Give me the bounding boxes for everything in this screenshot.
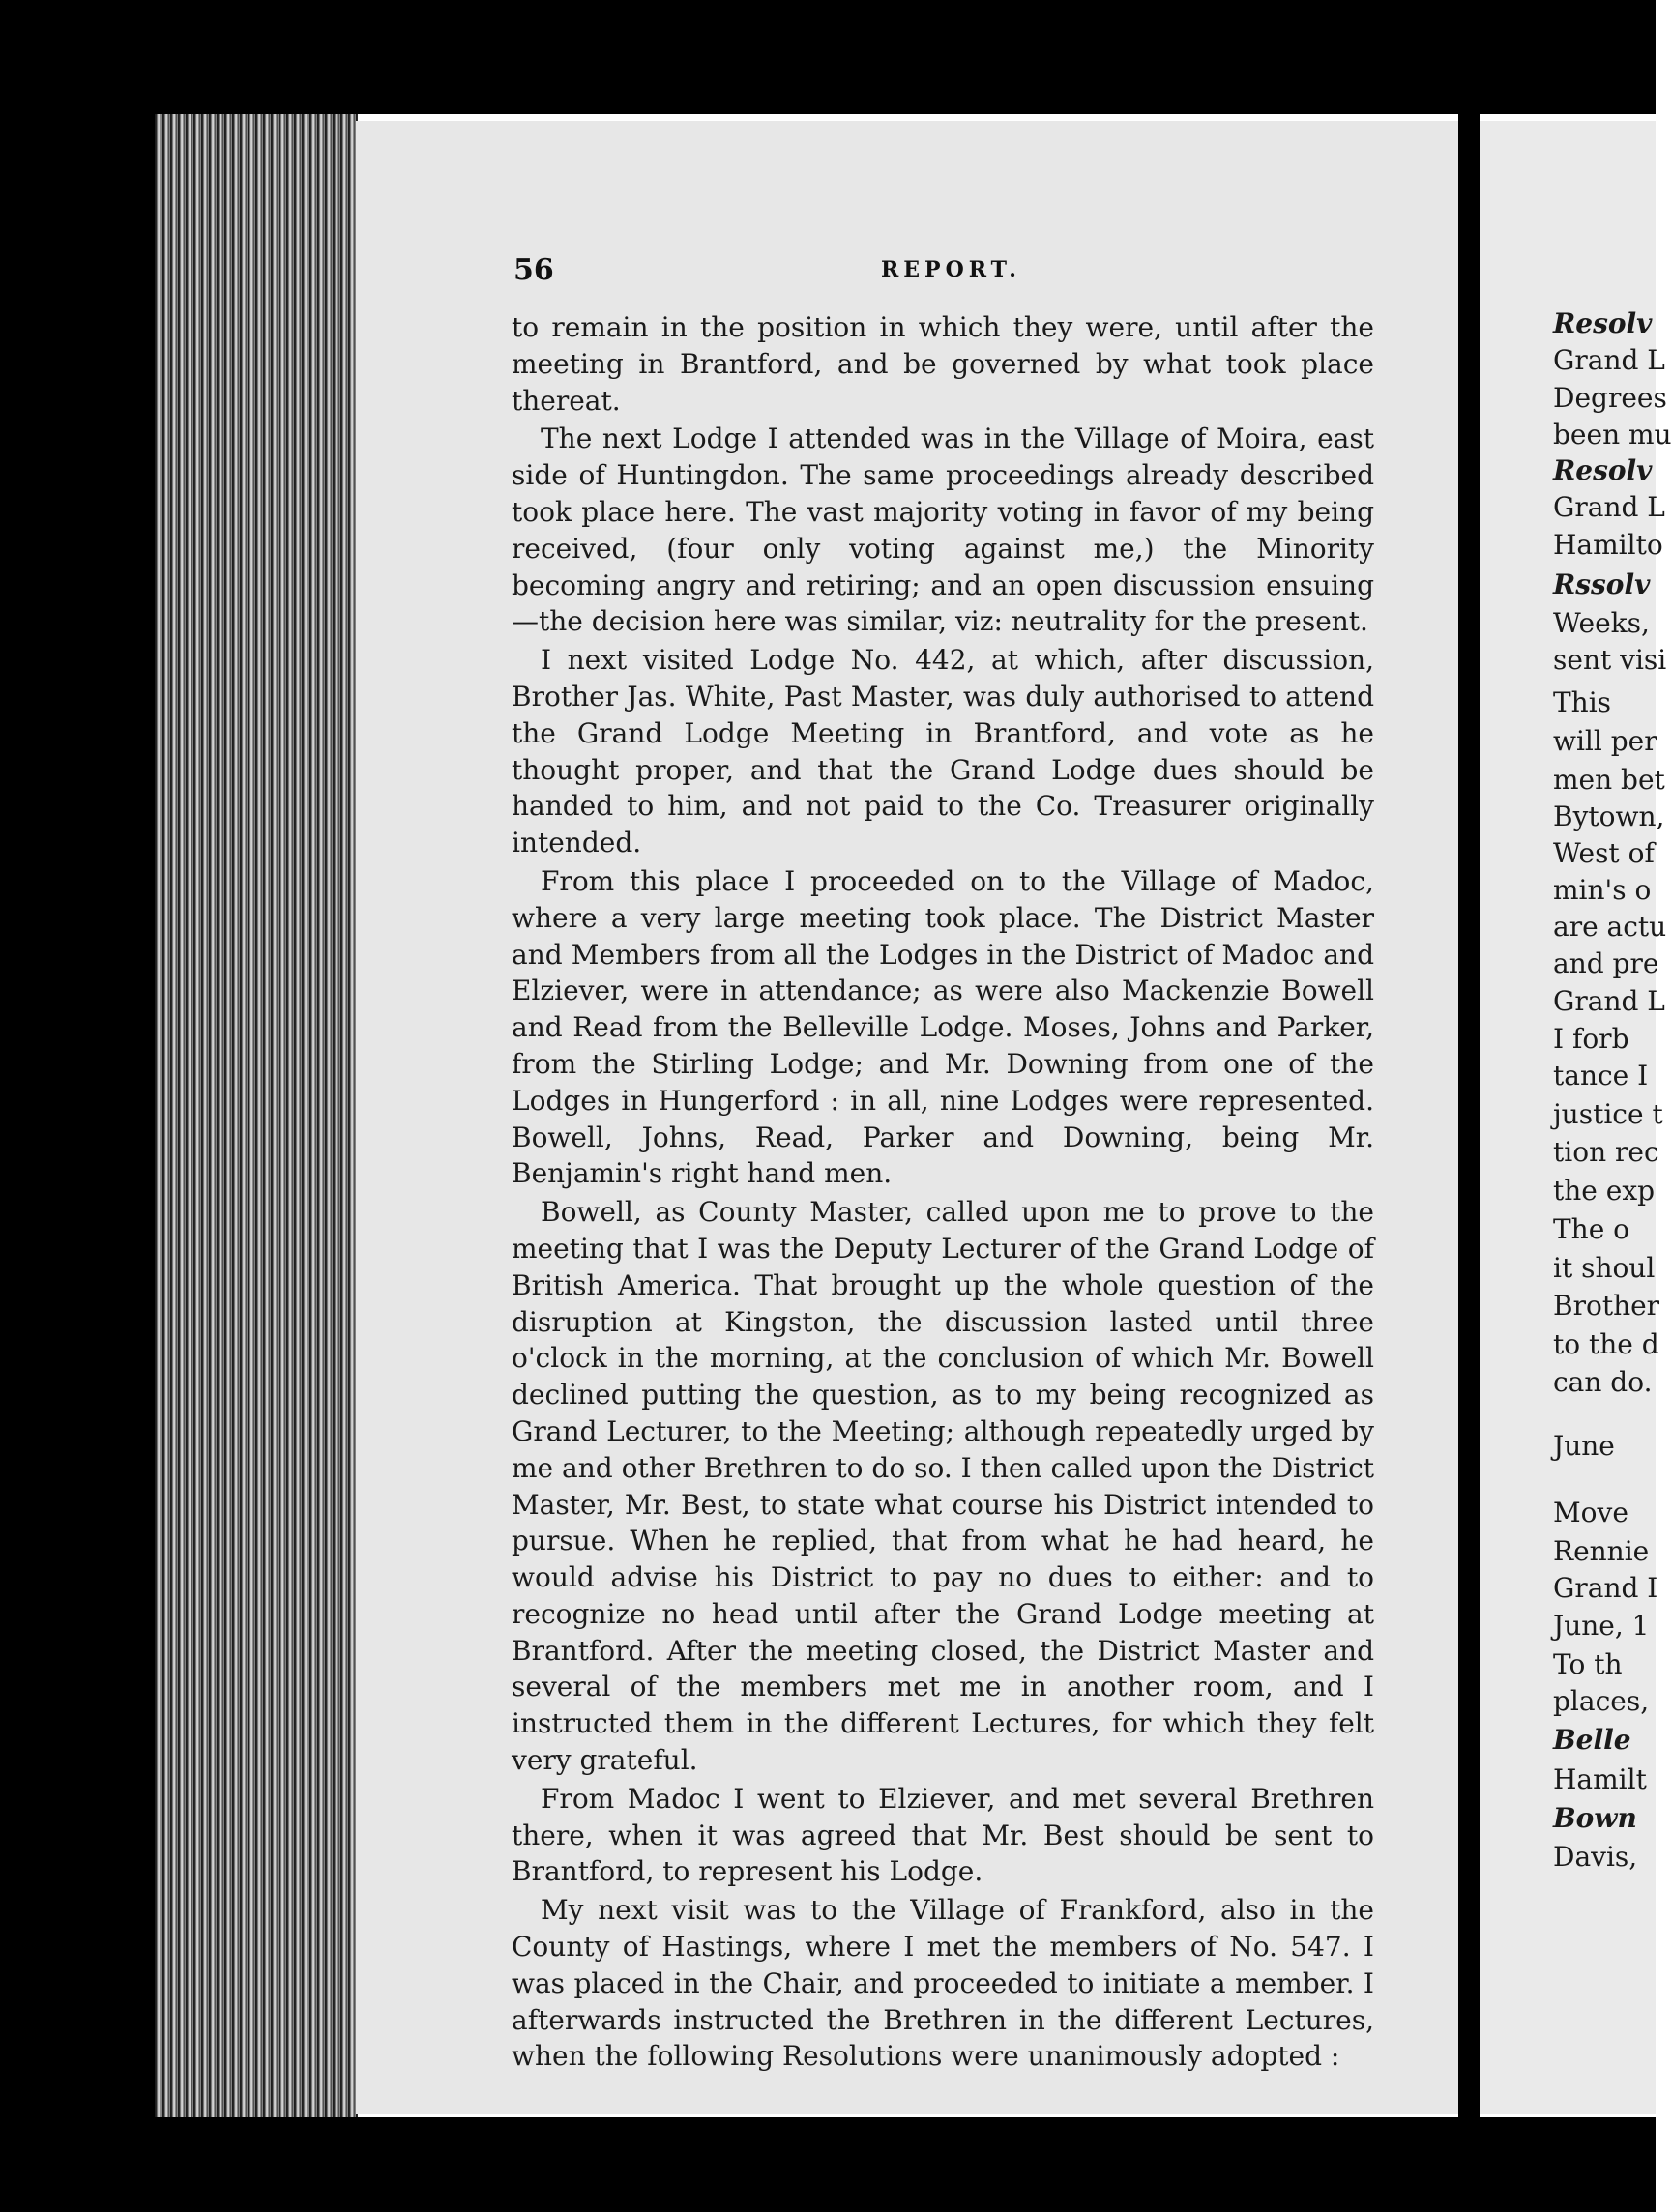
- right-page-line-fragment: Move: [1553, 1497, 1628, 1528]
- right-page-line-fragment: Rssolv: [1553, 568, 1651, 600]
- scan-border-bottom: [0, 2117, 1656, 2212]
- right-page-line-fragment: sent visi: [1553, 644, 1667, 676]
- right-page-line-fragment: Rennie: [1553, 1535, 1650, 1567]
- body-text: [512, 309, 1374, 2075]
- scan-border-left: [0, 0, 157, 2212]
- right-page-line-fragment: The o: [1553, 1213, 1630, 1245]
- right-page-line-fragment: Resolv: [1553, 454, 1653, 486]
- paragraph: My next visit was to the Village of Frankford, also in the County of Hastings, where I met the members of No. 547. I was placed in the Chair, and proceeded to initiate a member. I afterwards instructed the Brethren in the different Lectures, when the following Resolutions were unanimously adopted :: [512, 1894, 1374, 2073]
- right-page-line-fragment: men bet: [1553, 764, 1665, 796]
- running-head: REPORT.: [881, 257, 1021, 282]
- right-page-line-fragment: June: [1553, 1430, 1615, 1462]
- right-page-line-fragment: will per: [1553, 725, 1657, 757]
- right-page-line-fragment: Hamilt: [1553, 1763, 1647, 1795]
- right-page-line-fragment: been mu: [1553, 419, 1672, 451]
- right-page-line-fragment: Grand L: [1553, 985, 1665, 1017]
- paragraph: From this place I proceeded on to the Village of Madoc, where a very large meeting took place. The District Master and Members from all the Lodges in the District of Madoc and Elziever, were in attendance; as were also Mackenzie Bowell and Read from the Belleville Lodge. Moses, Johns and Parker, from the Stirling Lodge; and Mr. Downing from one of the Lodges in Hungerford : in all, nine Lodges were represented. Bowell, Johns, Read, Parker and Downing, being Mr. Benjamin's right hand men.: [512, 864, 1374, 1190]
- book-gutter: [1458, 0, 1480, 2212]
- right-page-line-fragment: Grand L: [1553, 491, 1665, 523]
- page-header: [513, 253, 1384, 296]
- right-page-line-fragment: Bown: [1553, 1802, 1637, 1834]
- right-page-line-fragment: and pre: [1553, 947, 1659, 979]
- right-page-line-fragment: tion rec: [1553, 1136, 1659, 1168]
- right-page-line-fragment: June, 1: [1553, 1610, 1650, 1642]
- right-page-line-fragment: Davis,: [1553, 1841, 1638, 1873]
- paragraph: The next Lodge I attended was in the Village of Moira, east side of Huntingdon. The same proceedings already described took place here. The vast majority voting in favor of my being received, (four only voting against me,) the Minority becoming angry and retiring; and an open discussion ensuing—the decision here was similar, viz: neutrality for the present.: [512, 422, 1374, 638]
- paragraph: From Madoc I went to Elziever, and met several Brethren there, when it was agreed that Mr. Best should be sent to Brantford, to represent his Lodge.: [512, 1782, 1374, 1888]
- right-page-line-fragment: justice t: [1553, 1098, 1663, 1130]
- page-number: 56: [513, 253, 554, 287]
- right-page-line-fragment: are actu: [1553, 911, 1667, 943]
- right-page-line-fragment: Grand I: [1553, 1572, 1658, 1604]
- right-page-line-fragment: the exp: [1553, 1175, 1656, 1207]
- right-page-line-fragment: Degrees: [1553, 382, 1667, 414]
- right-page-line-fragment: To th: [1553, 1648, 1623, 1680]
- paragraph: Bowell, as County Master, called upon me to prove to the meeting that I was the Deputy Lecturer of the Grand Lodge of British America. That brought up the whole question of the disruption at Kingston, the discussion lasted until three o'clock in the morning, at the conclusion of which Mr. Bowell declined putting the question, as to my being recognized as Grand Lecturer, to the Meeting; although repeatedly urged by me and other Brethren to do so. I then called upon the District Master, Mr. Best, to state what course his District intended to pursue. When he replied, that from what he had heard, he would advise his District to pay no dues to either: and to recognize no head until after the Grand Lodge meeting at Brantford. After the meeting closed, the District Master and several of the members met me in another room, and I instructed them in the different Lectures, for which they felt very grateful.: [512, 1196, 1374, 1777]
- right-page-line-fragment: Belle: [1553, 1724, 1631, 1756]
- right-page-line-fragment: Weeks,: [1553, 607, 1650, 639]
- right-page-line-fragment: Resolv: [1553, 307, 1653, 339]
- right-page-text-fragments: [1553, 307, 1672, 1893]
- right-page-line-fragment: it shoul: [1553, 1252, 1656, 1284]
- paragraph: to remain in the position in which they were, until after the meeting in Brantford, and be governed by what took place thereat.: [512, 311, 1374, 417]
- right-page-line-fragment: Brother: [1553, 1290, 1660, 1322]
- scan-border-top: [0, 0, 1656, 114]
- right-page-line-fragment: min's o: [1553, 874, 1652, 906]
- right-page-line-fragment: This: [1553, 686, 1612, 718]
- paragraph: I next visited Lodge No. 442, at which, after discussion, Brother Jas. White, Past Master, was duly authorised to attend the Grand Lodge Meeting in Brantford, and vote as he thought proper, and that the Grand Lodge dues should be handed to him, and not paid to the Co. Treasurer originally intended.: [512, 644, 1374, 859]
- right-page-line-fragment: Grand L: [1553, 344, 1665, 376]
- right-page-line-fragment: West of: [1553, 837, 1655, 869]
- right-page-line-fragment: I forb: [1553, 1023, 1629, 1055]
- right-page-line-fragment: tance I: [1553, 1060, 1649, 1091]
- right-page-line-fragment: Bytown,: [1553, 800, 1665, 832]
- page-edges: [155, 114, 358, 2117]
- right-page-line-fragment: Hamilto: [1553, 529, 1663, 561]
- right-page-line-fragment: can do.: [1553, 1366, 1653, 1398]
- right-page-line-fragment: places,: [1553, 1685, 1650, 1717]
- right-page-line-fragment: to the d: [1553, 1328, 1659, 1360]
